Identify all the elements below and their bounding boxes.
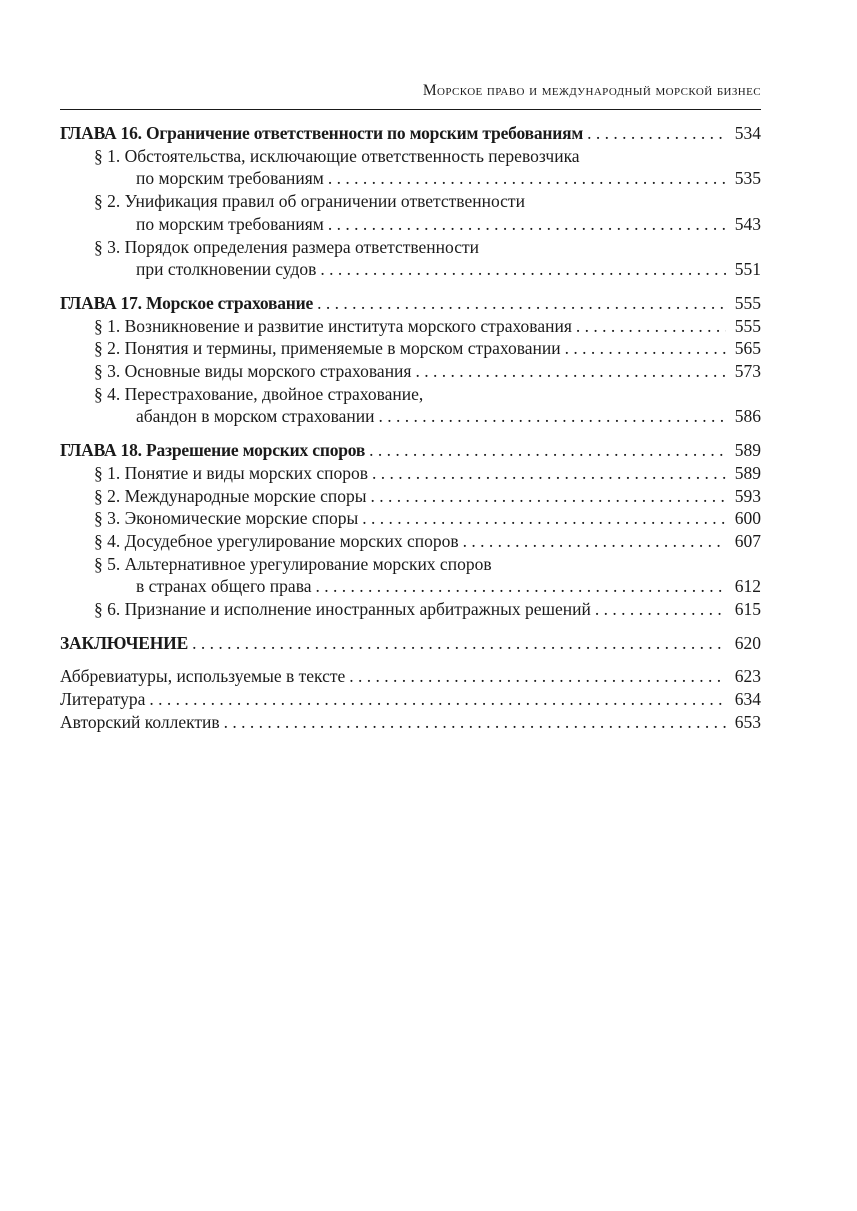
toc-entry-authors[interactable] — [60, 711, 761, 734]
toc-entry-section[interactable] — [60, 337, 761, 360]
entry-title: ГЛАВА 18. Разрешение морских споров — [60, 440, 366, 461]
chapter-17-block — [60, 292, 761, 428]
entry-page: 612 — [734, 576, 761, 597]
leader-dots — [372, 462, 726, 485]
toc-entry-section-cont[interactable] — [60, 213, 761, 236]
entry-title: ГЛАВА 16. Ограничение ответственности по морским требованиям — [60, 123, 584, 143]
entry-title: § 4. Перестрахование, двойное страхование, — [94, 383, 424, 404]
entry-page: 620 — [734, 632, 761, 653]
chapter-16-block — [60, 122, 761, 281]
entry-page: 634 — [734, 689, 761, 710]
entry-title: § 3. Порядок определения размера ответственности — [94, 236, 479, 257]
leader-dots — [463, 530, 726, 553]
toc-entry-section[interactable] — [60, 485, 761, 508]
toc-entry-section-cont[interactable] — [60, 405, 761, 428]
entry-title: ЗАКЛЮЧЕНИЕ — [60, 632, 189, 653]
toc-entry-section[interactable] — [60, 462, 761, 485]
entry-title: Аббревиатуры, используемые в тексте — [60, 666, 346, 687]
leader-dots — [328, 213, 726, 236]
entry-page: 623 — [734, 666, 761, 687]
entry-title: § 1. Обстоятельства, исключающие ответственность перевозчика — [94, 145, 580, 166]
entry-page: 565 — [734, 338, 761, 359]
leader-dots — [224, 711, 726, 734]
entry-title: § 5. Альтернативное урегулирование морских споров — [94, 553, 492, 574]
entry-page: 653 — [734, 711, 761, 732]
entry-title-cont: абандон в морском страховании — [136, 406, 375, 427]
entry-title: § 4. Досудебное урегулирование морских споров — [94, 530, 459, 551]
entry-page: 615 — [734, 599, 761, 620]
entry-title-cont: в странах общего права — [136, 576, 312, 597]
entry-page: 535 — [734, 168, 761, 189]
leader-dots — [349, 665, 726, 688]
entry-page: 555 — [734, 292, 761, 313]
toc-entry-section[interactable] — [60, 598, 761, 621]
entry-title: Литература — [60, 689, 146, 710]
entry-page: 586 — [734, 406, 761, 427]
entry-title: ГЛАВА 17. Морское страхование — [60, 292, 314, 313]
toc-entry-section[interactable] — [60, 383, 761, 406]
toc-entry-section[interactable] — [60, 360, 761, 383]
leader-dots — [576, 315, 726, 338]
toc-entry-chapter-17[interactable] — [60, 292, 761, 315]
toc-entry-chapter-16[interactable] — [60, 122, 761, 145]
entry-page: 589 — [734, 440, 761, 461]
entry-page: 573 — [734, 361, 761, 382]
leader-dots — [317, 292, 726, 315]
entry-page: 589 — [734, 462, 761, 483]
toc-entry-abbreviations[interactable] — [60, 665, 761, 688]
toc-entry-section[interactable] — [60, 530, 761, 553]
header-rule — [60, 109, 761, 110]
entry-title: § 2. Понятия и термины, применяемые в морском страховании — [94, 338, 561, 359]
chapter-18-block — [60, 439, 761, 621]
toc-entry-section[interactable] — [60, 553, 761, 576]
table-of-contents — [60, 122, 761, 734]
leader-dots — [328, 167, 726, 190]
entry-title-cont: при столкновении судов — [136, 259, 317, 280]
toc-entry-section[interactable] — [60, 315, 761, 338]
entry-title: § 2. Унификация правил об ограничении ответственности — [94, 191, 525, 212]
conclusion-block — [60, 632, 761, 655]
entry-title: § 6. Признание и исполнение иностранных арбитражных решений — [94, 599, 591, 620]
entry-title-cont: по морским требованиям — [136, 213, 324, 234]
entry-page: 555 — [734, 315, 761, 336]
entry-page: 600 — [734, 508, 761, 529]
toc-entry-section[interactable] — [60, 190, 761, 213]
entry-title: § 3. Основные виды морского страхования — [94, 361, 412, 382]
entry-title: § 3. Экономические морские споры — [94, 508, 359, 529]
entry-page: 534 — [734, 123, 761, 143]
toc-entry-section[interactable] — [60, 507, 761, 530]
appendix-block — [60, 665, 761, 733]
leader-dots — [192, 632, 726, 655]
toc-entry-section[interactable] — [60, 145, 761, 168]
leader-dots — [369, 439, 726, 462]
leader-dots — [316, 575, 727, 598]
leader-dots — [149, 688, 726, 711]
toc-entry-conclusion[interactable] — [60, 632, 761, 655]
leader-dots — [565, 337, 726, 360]
entry-page: 607 — [734, 530, 761, 551]
entry-title: § 2. Международные морские споры — [94, 485, 367, 506]
entry-page: 551 — [734, 259, 761, 280]
toc-entry-section-cont[interactable] — [60, 258, 761, 281]
entry-page: 543 — [734, 213, 761, 234]
toc-entry-section-cont[interactable] — [60, 575, 761, 598]
leader-dots — [371, 485, 726, 508]
entry-page: 593 — [734, 485, 761, 506]
leader-dots — [379, 405, 726, 428]
leader-dots — [415, 360, 726, 383]
toc-entry-literature[interactable] — [60, 688, 761, 711]
leader-dots — [587, 122, 726, 145]
toc-entry-chapter-18[interactable] — [60, 439, 761, 462]
entry-title: § 1. Понятие и виды морских споров — [94, 462, 368, 483]
entry-title: § 1. Возникновение и развитие института морского страхования — [94, 315, 572, 336]
entry-title: Авторский коллектив — [60, 711, 220, 732]
leader-dots — [320, 258, 726, 281]
leader-dots — [362, 507, 726, 530]
toc-entry-section[interactable] — [60, 236, 761, 259]
entry-title-cont: по морским требованиям — [136, 168, 324, 189]
toc-entry-section-cont[interactable] — [60, 167, 761, 190]
running-header: Морское право и международный морской бизнес — [422, 82, 761, 99]
leader-dots — [595, 598, 726, 621]
